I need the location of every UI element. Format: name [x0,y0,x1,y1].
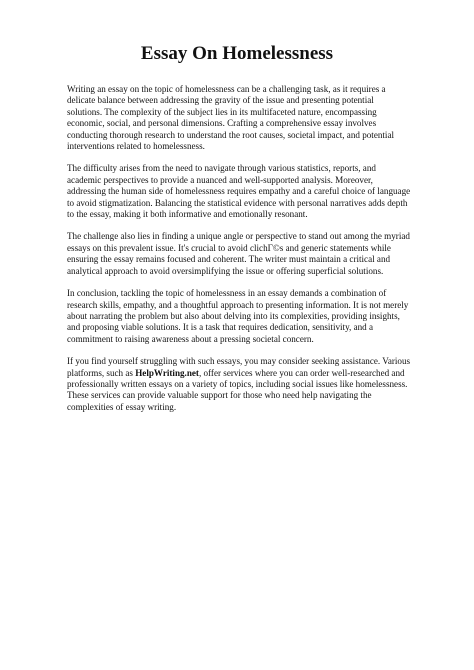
assistance-text-before: If you find yourself struggling with such essays, you may consider seeking assistance. Various platforms, such as [67,356,411,378]
paragraph-assistance [67,356,411,413]
document-title: Essay On Homelessness [140,43,334,64]
paragraph-intro: Writing an essay on the topic of homelessness can be a challenging task, as it requires a delicate balance between addressing the gravity of the issue and presenting potential solutions. The complexity of the subject lies in its multifaceted nature, encompassing economic, social, and personal dimensions. Crafting a comprehensive essay involves conducting thorough research to understand the root causes, societal impact, and potential interventions related to homelessness. [67,84,395,152]
paragraph-difficulty: The difficulty arises from the need to navigate through various statistics, reports, and academic perspectives to provide a nuanced and well-supported analysis. Moreover, addressing the human side of homelessness requires empathy and a careful choice of language to avoid stigmatization. Balancing the statistical evidence with personal narratives adds depth to the essay, making it both informative and emotionally resonant. [67,163,411,220]
paragraph-challenge: The challenge also lies in finding a unique angle or perspective to stand out among the myriad essays on this prevalent issue. It's crucial to avoid clichГ©s and generic statements while ensuring the essay remains focused and coherent. The writer must maintain a critical and analytical approach to avoid oversimplifying the issue or offering superficial solutions. [67,231,410,276]
assistance-text-after: , offer services where you can order well-researched and professionally written essays on a variety of topics, including social issues like homelessness. These services can provide valuable support for those who need help navigating the complexities of essay writing. [67,367,408,412]
document-body [67,84,411,424]
brand-name: HelpWriting.net [135,367,199,378]
paragraph-conclusion: In conclusion, tackling the topic of homelessness in an essay demands a combination of research skills, empathy, and a thoughtful approach to presenting information. It is not merely about narrating the problem but also about delving into its complexities, providing insights, and proposing viable solutions. It is a task that requires dedication, sensitivity, and a commitment to raising awareness about a pressing societal concern. [67,288,409,344]
